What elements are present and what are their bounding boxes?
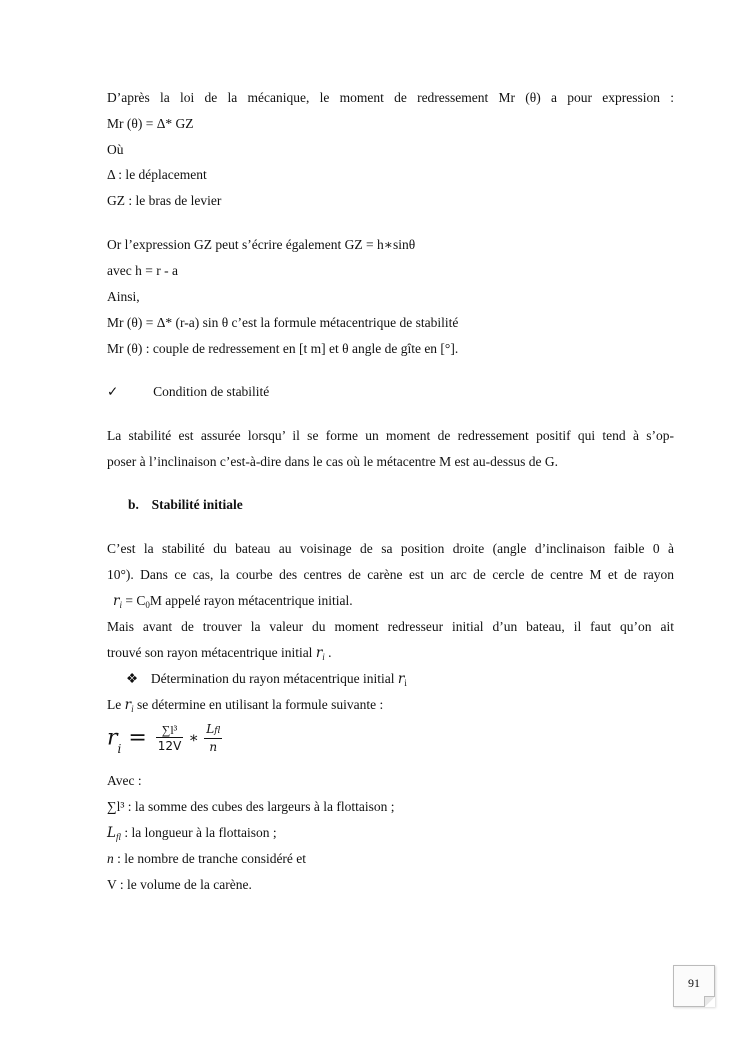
symbol-r: r (124, 697, 132, 713)
symbol-n: n (107, 851, 114, 866)
paragraph-line (107, 645, 332, 665)
formula-L-sub: fl (214, 726, 221, 736)
paragraph-line: La stabilité est assurée lorsqu’ il se forme un moment de redressement positif qui tend à s’op- (107, 428, 674, 443)
paragraph-line: poser à l’inclinaison c’est-à-dire dans le cas où le métacentre M est au-dessus de G. (107, 454, 558, 469)
symbol-sub: i (322, 652, 325, 662)
paragraph-line: Mais avant de trouver la valeur du moment redresseur initial d’un bateau, il faut qu’on ait (107, 619, 674, 634)
checkmark-icon: ✓ (107, 384, 119, 399)
text-run: se détermine en utilisant la formule suivante : (133, 697, 384, 712)
symbol-r: r (315, 645, 323, 661)
fraction-numerator (204, 722, 222, 739)
formula-lhs: r (107, 725, 118, 751)
paragraph-line: Mr (θ) = Δ* GZ (107, 116, 194, 131)
definition-line (107, 825, 277, 845)
paragraph-line: GZ : le bras de levier (107, 193, 222, 208)
fraction-length-over-n (204, 722, 222, 754)
symbol-sub: i (119, 600, 122, 610)
symbol-sub: i (131, 704, 134, 714)
symbol-L: L (107, 825, 116, 841)
definition-line (107, 851, 306, 867)
condition-title: Condition de stabilité (153, 384, 270, 399)
fraction-denominator: 12V (157, 739, 182, 753)
paragraph-line: avec h = r - a (107, 263, 178, 278)
section-heading (128, 497, 243, 513)
fraction-denominator: n (209, 740, 218, 754)
definition-line: V : le volume de la carène. (107, 877, 252, 892)
symbol-sub: fl (115, 832, 121, 842)
page-number-box (673, 965, 715, 1007)
condition-heading (107, 384, 269, 400)
fraction-cubes-over-volume (156, 723, 183, 753)
section-title: Stabilité initiale (151, 497, 243, 512)
fraction-numerator: ∑l³ (156, 723, 183, 738)
paragraph-line: Avec : (107, 773, 142, 788)
paragraph-line: Ainsi, (107, 289, 140, 304)
text-run: Le (107, 697, 125, 712)
paragraph-line (113, 593, 353, 613)
symbol-sub: 0 (145, 600, 150, 610)
formula-times: ∗ (188, 730, 199, 747)
determination-title: Détermination du rayon métacentrique initial (150, 671, 398, 686)
formula-lhs-sub: i (117, 742, 122, 757)
paragraph-line: C’est la stabilité du bateau au voisinage de sa position droite (angle d’inclinaison faible 0 à (107, 541, 674, 556)
page-number: 91 (688, 976, 700, 990)
paragraph-line: Mr (θ) : couple de redressement en [t m] et θ angle de gîte en [°]. (107, 341, 459, 356)
text-run: trouvé son rayon métacentrique initial (107, 645, 316, 660)
symbol-sub: i (404, 678, 407, 688)
definition-line: ∑l³ : la somme des cubes des largeurs à la flottaison ; (107, 799, 395, 814)
paragraph-line: Δ : le déplacement (107, 167, 207, 182)
text-run: : la longueur à la flottaison ; (120, 825, 277, 840)
formula-ri (107, 722, 224, 762)
paragraph-line: Or l’expression GZ peut s’écrire également GZ = h∗sinθ (107, 237, 416, 252)
paragraph-line: 10°). Dans ce cas, la courbe des centres de carène est un arc de cercle de centre M et de rayon (107, 567, 674, 582)
diamond-bullet-icon: ❖ (126, 671, 139, 686)
formula-equals: = (121, 725, 154, 751)
section-letter: b. (128, 497, 139, 512)
paragraph-line: Où (107, 142, 124, 157)
paragraph-line: D’après la loi de la mécanique, le moment de redressement Mr (θ) a pour expression : (107, 90, 674, 105)
text-run: = C (121, 593, 146, 608)
text-run: M appelé rayon métacentrique initial. (149, 593, 353, 608)
text-run: : le nombre de tranche considéré et (113, 851, 307, 866)
determination-heading (126, 671, 407, 691)
paragraph-line (107, 697, 383, 717)
text-run: . (324, 645, 332, 660)
paragraph-line: Mr (θ) = Δ* (r-a) sin θ c’est la formule métacentrique de stabilité (107, 315, 459, 330)
formula-L: L (206, 722, 215, 736)
symbol-r: r (397, 671, 405, 687)
page-corner-fold (704, 996, 715, 1007)
symbol-r: r (113, 593, 120, 609)
